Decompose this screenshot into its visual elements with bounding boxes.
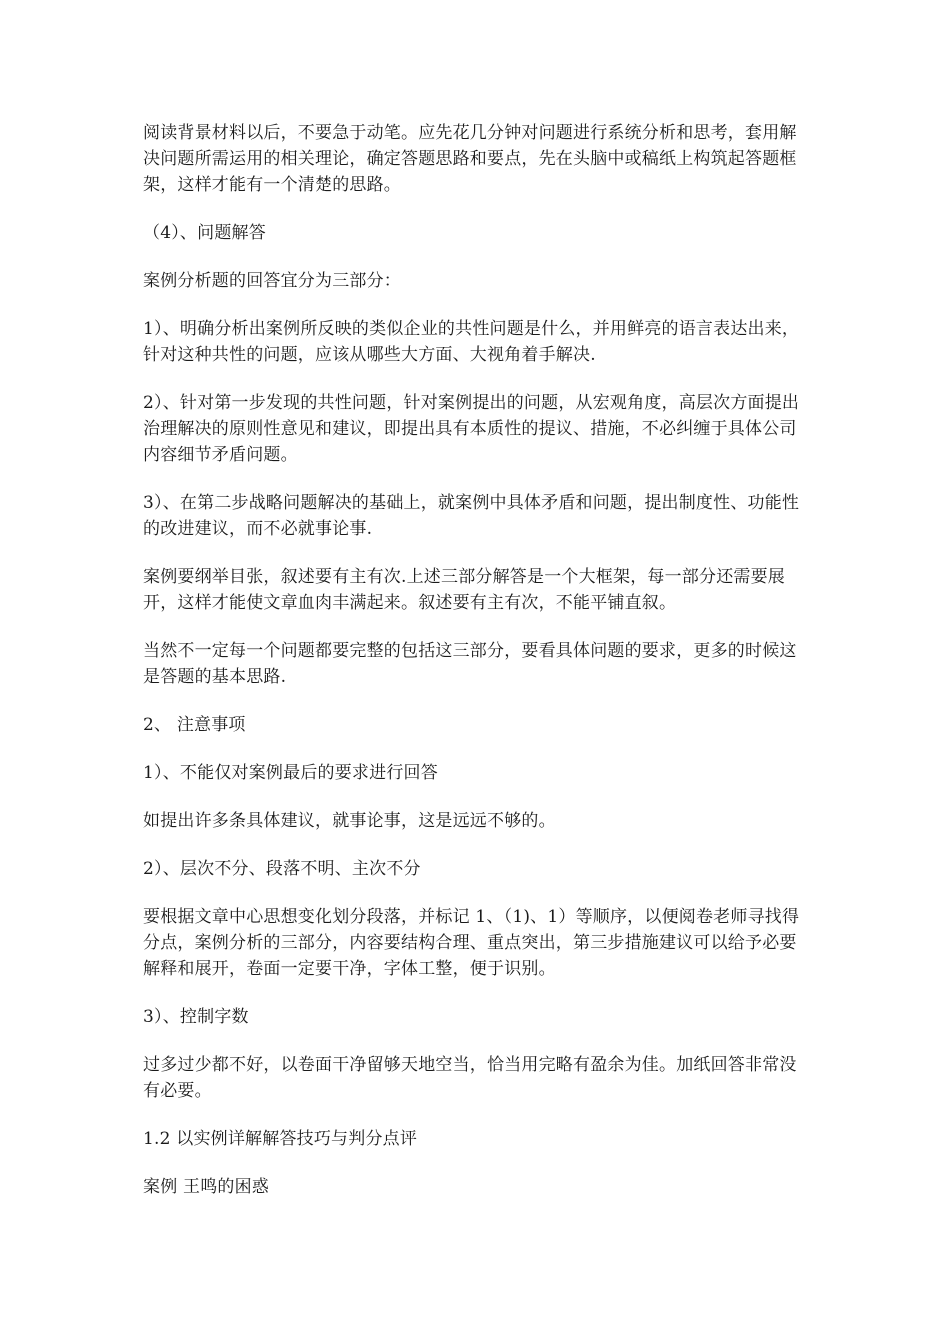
note-3-text: 过多过少都不好，以卷面干净留够天地空当，恰当用完略有盈余为佳。加纸回答非常没有必要。: [143, 1055, 797, 1101]
note-2-text: 要根据文章中心思想变化划分段落，并标记 1、（1)、1）等顺序，以便阅卷老师寻找得分点，案例分析的三部分，内容要结构合理、重点突出，第三步措施建议可以给予必要解释和展开，卷面一定要干净，字体工整，便于识别。: [143, 907, 800, 979]
heading-notes: 2、 注意事项: [143, 715, 246, 735]
paragraph-basic-approach: 当然不一定每一个问题都要完整的包括这三部分，要看具体问题的要求，更多的时候这是答题的基本思路.: [143, 641, 797, 687]
heading-problem-answer: （4）、问题解答: [143, 223, 266, 243]
note-2-heading: 2）、层次不分、段落不明、主次不分: [143, 859, 421, 879]
paragraph-part-3: 3）、在第二步战略问题解决的基础上，就案例中具体矛盾和问题，提出制度性、功能性的改进建议，而不必就事论事.: [143, 493, 800, 539]
case-title: 案例 王鸣的困惑: [143, 1177, 270, 1197]
paragraph-structure: 案例要纲举目张，叙述要有主有次.上述三部分解答是一个大框架，每一部分还需要展开，这样才能使文章血肉丰满起来。叙述要有主有次，不能平铺直叙。: [143, 567, 786, 613]
paragraph-part-2: 2）、针对第一步发现的共性问题，针对案例提出的问题，从宏观角度，高层次方面提出治理解决的原则性意见和建议，即提出具有本质性的提议、措施，不必纠缠于具体公司内容细节矛盾问题。: [143, 393, 800, 465]
document-page: [143, 120, 813, 1222]
paragraph-part-1: 1）、明确分析出案例所反映的类似企业的共性问题是什么，并用鲜亮的语言表达出来，针对这种共性的问题，应该从哪些大方面、大视角着手解决.: [143, 319, 800, 365]
section-heading-1-2: 1.2 以实例详解解答技巧与判分点评: [143, 1129, 418, 1149]
paragraph-three-parts: 案例分析题的回答宜分为三部分：: [143, 271, 401, 291]
note-1-heading: 1）、不能仅对案例最后的要求进行回答: [143, 763, 438, 783]
note-3-heading: 3）、控制字数: [143, 1007, 249, 1027]
paragraph-reading-advice: 阅读背景材料以后，不要急于动笔。应先花几分钟对问题进行系统分析和思考，套用解决问题所需运用的相关理论，确定答题思路和要点，先在头脑中或稿纸上构筑起答题框架，这样才能有一个清楚的思路。: [143, 123, 797, 195]
note-1-text: 如提出许多条具体建议，就事论事，这是远远不够的。: [143, 811, 556, 831]
